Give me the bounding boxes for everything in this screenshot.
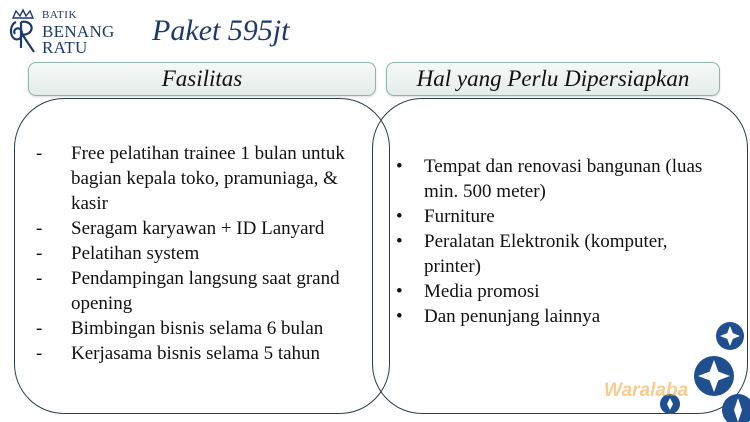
list-item-text: Tempat dan renovasi bangunan (luas min. 500 meter) bbox=[424, 156, 703, 202]
list-item bbox=[34, 316, 374, 341]
crown-monogram-icon bbox=[6, 8, 40, 56]
logo-line-batik: BATIK bbox=[42, 9, 77, 21]
list-item bbox=[34, 241, 374, 266]
list-item-text: Peralatan Elektronik (komputer, printer) bbox=[424, 231, 668, 277]
list-item-text: Seragam karyawan + ID Lanyard bbox=[71, 218, 325, 239]
batik-ornament-icon bbox=[650, 318, 750, 422]
list-item bbox=[34, 216, 374, 241]
dash-marker: - bbox=[36, 343, 43, 364]
dash-marker: - bbox=[36, 318, 43, 339]
facilities-list bbox=[34, 141, 374, 366]
dash-marker: - bbox=[36, 218, 43, 239]
list-item bbox=[34, 266, 374, 316]
dash-marker: - bbox=[36, 243, 43, 264]
list-item-text: Bimbingan bisnis selama 6 bulan bbox=[71, 318, 324, 339]
bullet-marker: • bbox=[396, 306, 403, 327]
dash-marker: - bbox=[36, 268, 43, 289]
logo-line-ratu: RATU bbox=[42, 38, 88, 57]
bullet-marker: • bbox=[396, 156, 403, 177]
list-item bbox=[34, 141, 374, 216]
list-item bbox=[396, 279, 716, 304]
bullet-marker: • bbox=[396, 206, 403, 227]
bullet-marker: • bbox=[396, 281, 403, 302]
list-item-text: Furniture bbox=[424, 206, 495, 227]
list-item bbox=[396, 204, 716, 229]
list-item bbox=[396, 154, 716, 204]
list-item-text: Pendampingan langsung saat grand opening bbox=[71, 268, 340, 314]
list-item bbox=[34, 341, 374, 366]
list-item bbox=[396, 229, 716, 279]
slide-title: Paket 595jt bbox=[152, 14, 290, 47]
preparations-header: Hal yang Perlu Dipersiapkan bbox=[386, 62, 720, 96]
preparations-list bbox=[396, 154, 716, 329]
list-item-text: Dan penunjang lainnya bbox=[424, 306, 601, 327]
watermark-text: Waralaba bbox=[604, 380, 689, 401]
list-item-text: Pelatihan system bbox=[71, 243, 200, 264]
facilities-header: Fasilitas bbox=[28, 62, 376, 96]
brand-logo bbox=[6, 6, 136, 56]
list-item-text: Media promosi bbox=[424, 281, 540, 302]
dash-marker: - bbox=[36, 143, 43, 164]
bullet-marker: • bbox=[396, 231, 403, 252]
list-item-text: Kerjasama bisnis selama 5 tahun bbox=[71, 343, 321, 364]
list-item-text: Free pelatihan trainee 1 bulan untuk bagian kepala toko, pramuniaga, & kasir bbox=[71, 143, 345, 214]
logo-line-benang: BENANG bbox=[42, 22, 115, 41]
